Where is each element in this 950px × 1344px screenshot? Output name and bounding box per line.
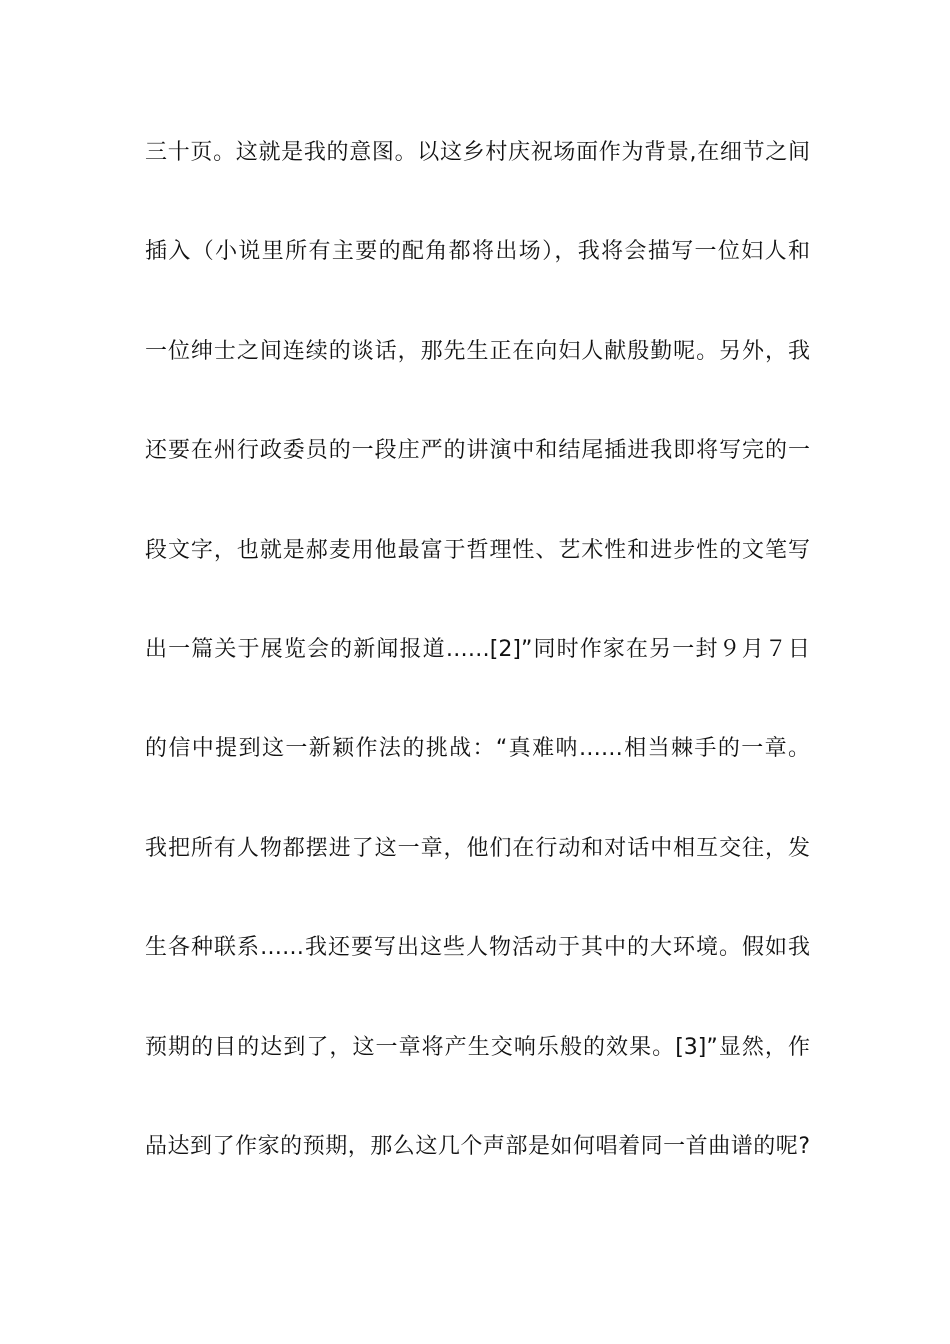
- paragraph-line: 一位绅士之间连续的谈话，那先生正在向妇人献殷勤呢。另外，我: [145, 339, 810, 364]
- paragraph-line: 的信中提到这一新颖作法的挑战：“真难呐……相当棘手的一章。: [145, 736, 810, 761]
- paragraph-line: 出一篇关于展览会的新闻报道……[2]”同时作家在另一封９月７日: [145, 637, 810, 662]
- paragraph-line: 生各种联系……我还要写出这些人物活动于其中的大环境。假如我: [145, 935, 810, 960]
- paragraph-line: 品达到了作家的预期，那么这几个声部是如何唱着同一首曲谱的呢?: [145, 1134, 810, 1159]
- paragraph-line: 还要在州行政委员的一段庄严的讲演中和结尾插进我即将写完的一: [145, 438, 810, 463]
- paragraph-line: 段文字，也就是郝麦用他最富于哲理性、艺术性和进步性的文笔写: [145, 538, 810, 563]
- paragraph-line: 预期的目的达到了，这一章将产生交响乐般的效果。[3]”显然，作: [145, 1035, 810, 1060]
- paragraph-line: 三十页。这就是我的意图。以这乡村庆祝场面作为背景,在细节之间: [145, 140, 810, 165]
- paragraph-line: 我把所有人物都摆进了这一章，他们在行动和对话中相互交往，发: [145, 836, 810, 861]
- paragraph-line: 插入（小说里所有主要的配角都将出场），我将会描写一位妇人和: [145, 239, 810, 264]
